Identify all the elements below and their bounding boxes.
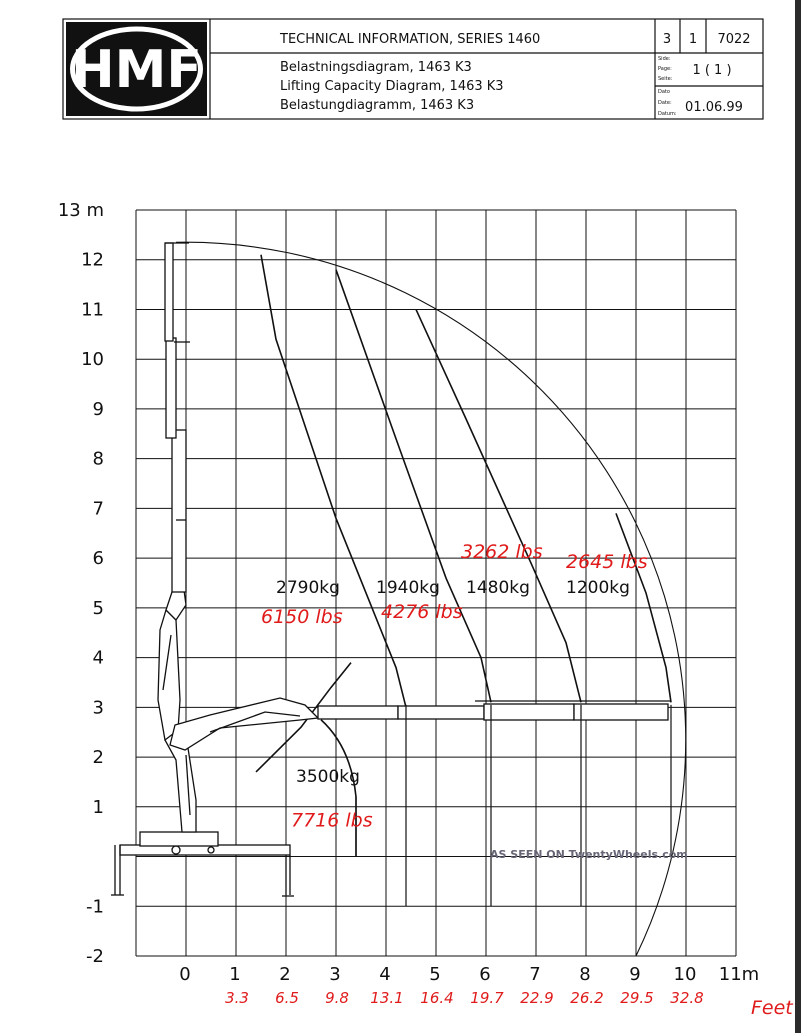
y-tick-label: 13 m — [57, 200, 104, 221]
capacity-lbs-label: 6150 lbs — [261, 605, 343, 628]
capacity-kg-label: 1200kg — [566, 577, 630, 598]
sheet-field-a: 3 — [662, 32, 672, 47]
feet-tick-label: 32.8 — [670, 989, 704, 1007]
x-tick-label: 10 — [673, 964, 697, 985]
x-tick-label: 1 — [229, 964, 241, 985]
page-value: 1 ( 1 ) — [692, 63, 732, 78]
capacity-curve — [416, 309, 581, 702]
x-tick-label: 3 — [329, 964, 341, 985]
capacity-kg-label: 3500kg — [296, 766, 360, 787]
feet-tick-label: 29.5 — [620, 989, 654, 1007]
date-value: 01.06.99 — [685, 100, 743, 115]
feet-tick-label: 26.2 — [570, 989, 604, 1007]
y-tick-label: 11 — [81, 299, 104, 321]
feet-tick-label: 19.7 — [470, 989, 504, 1007]
x-tick-label: 6 — [479, 964, 491, 985]
capacity-lbs-label: 3262 lbs — [461, 541, 543, 564]
hmf-logo — [66, 22, 207, 116]
y-tick-label: 8 — [92, 448, 104, 470]
x-tick-label: 8 — [579, 964, 591, 985]
x-tick-label: 5 — [429, 964, 441, 985]
capacity-lbs-label: 2645 lbs — [566, 551, 648, 574]
capacity-lbs-label: 7716 lbs — [291, 809, 373, 832]
x-tick-label: 11m — [718, 964, 760, 985]
datum-label: Datum: — [658, 111, 677, 117]
dato-label: Dato — [658, 89, 670, 95]
subtitle-german: Belastungdiagramm, 1463 K3 — [280, 98, 475, 113]
seite-label: Seite: — [658, 76, 673, 82]
y-tick-label: -1 — [86, 896, 104, 918]
y-tick-label: 5 — [92, 597, 104, 619]
y-tick-label: 3 — [92, 697, 104, 719]
subtitle-english: Lifting Capacity Diagram, 1463 K3 — [280, 79, 504, 94]
drawing-number: 7022 — [717, 32, 751, 47]
capacity-kg-label: 2790kg — [276, 577, 340, 598]
y-tick-label: 4 — [92, 647, 104, 669]
feet-tick-labels — [225, 989, 704, 1007]
y-tick-label: 9 — [92, 398, 104, 420]
y-tick-label: 10 — [81, 349, 104, 371]
feet-tick-label: 16.4 — [420, 989, 454, 1007]
capacity-curve — [336, 270, 491, 703]
y-axis-tick-labels — [58, 200, 104, 967]
date-label: Date: — [658, 100, 672, 106]
y-tick-label: -2 — [86, 946, 104, 967]
feet-tick-label: 13.1 — [370, 989, 404, 1007]
y-tick-label: 12 — [81, 249, 104, 271]
page-label: Page: — [658, 66, 672, 72]
subtitle-swedish: Belastningsdiagram, 1463 K3 — [280, 60, 472, 75]
capacity-curve — [261, 255, 406, 708]
hook-drop-lines — [356, 705, 671, 906]
capacity-kg-label: 1480kg — [466, 577, 530, 598]
x-tick-label: 0 — [179, 964, 191, 985]
feet-tick-label: 22.9 — [520, 989, 554, 1007]
capacity-lbs-label: 4276 lbs — [381, 600, 463, 623]
x-tick-label: 7 — [529, 964, 541, 985]
feet-tick-label: 6.5 — [275, 989, 299, 1007]
y-tick-label: 7 — [92, 498, 104, 520]
sheet-field-b: 1 — [688, 32, 698, 47]
x-axis-tick-labels — [179, 964, 759, 985]
capacity-curve-low — [321, 720, 356, 857]
watermark: AS SEEN ON TwentyWheels.com — [490, 848, 688, 861]
feet-tick-label: 3.3 — [225, 989, 249, 1007]
feet-unit-label: Feet — [751, 997, 793, 1019]
side-label: Side: — [658, 56, 671, 62]
y-tick-label: 6 — [92, 548, 104, 570]
series-title: TECHNICAL INFORMATION, SERIES 1460 — [280, 32, 541, 47]
y-tick-label: 1 — [92, 796, 104, 818]
logo-text: HMF — [71, 40, 202, 100]
x-tick-label: 2 — [279, 964, 291, 985]
feet-tick-label: 9.8 — [325, 989, 349, 1007]
capacity-kg-label: 1940kg — [376, 577, 440, 598]
x-tick-label: 9 — [629, 964, 641, 985]
x-tick-label: 4 — [379, 964, 391, 985]
y-tick-label: 2 — [92, 747, 104, 769]
